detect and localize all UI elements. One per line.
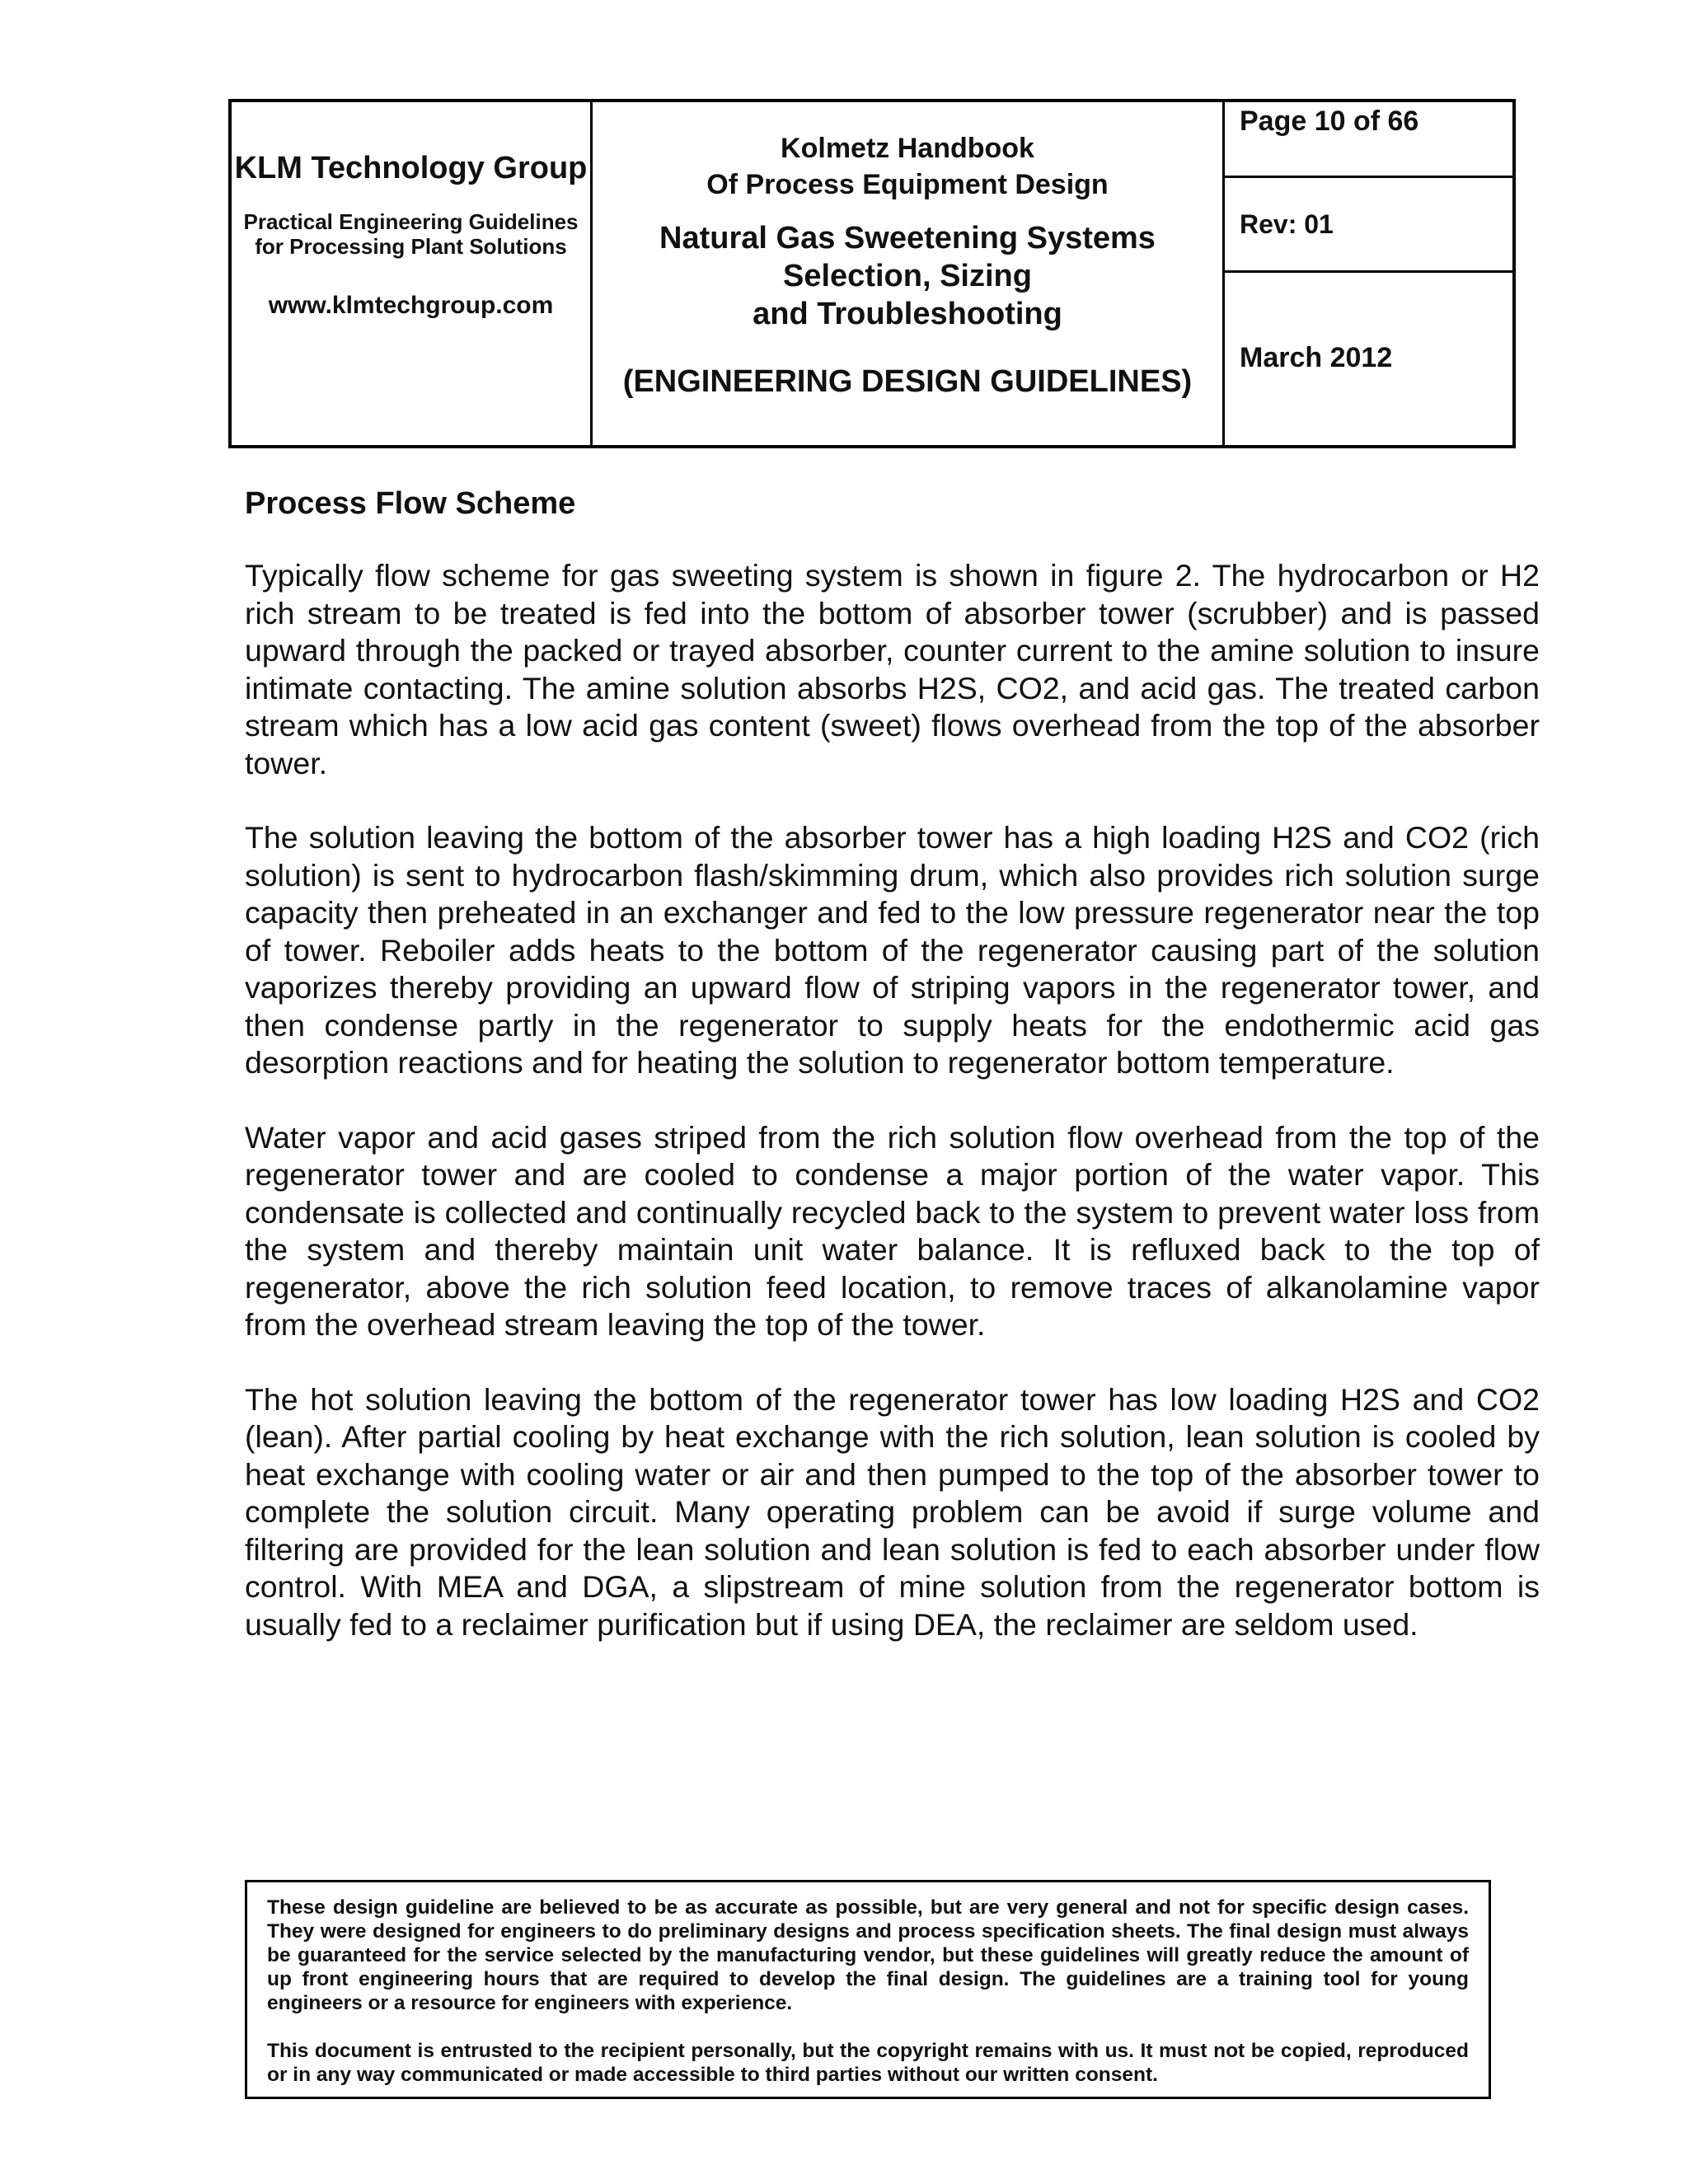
header-org-cell — [232, 102, 593, 445]
header-meta-cell — [1225, 102, 1512, 445]
paragraph-4: The hot solution leaving the bottom of the regenerator tower has low loading H2S and CO2 (lean). After partial cooling by heat exchange with the rich solution, lean solution is cooled by heat exchange with cooling water or air and then pumped to the top of the absorber tower to complete the solution circuit. Many operating problem can be avoid if surge volume and filtering are provided for the lean solution and lean solution is fed to each absorber under flow control. With MEA and DGA, a slipstream of mine solution from the regenerator bottom is usually fed to a reclaimer purification but if using DEA, the reclaimer are seldom used. — [245, 1381, 1540, 1642]
page-number: Page 10 of 66 — [1225, 102, 1512, 178]
paragraph-2: The solution leaving the bottom of the absorber tower has a high loading H2S and CO2 (rich solution) is sent to hydrocarbon flash/skimming drum, which also provides rich solution surge capacity then preheated in an exchanger and fed to the low pressure regenerator near the top of tower. Reboiler adds heats to the bottom of the regenerator causing part of the solution vaporizes thereby providing an upward flow of striping vapors in the regenerator tower, and then condense partly in the regenerator to supply heats for the endothermic acid gas desorption reactions and for heating the solution to regenerator bottom temperature. — [245, 820, 1540, 1080]
document-title-line3: and Troubleshooting — [753, 297, 1062, 331]
org-name: KLM Technology Group — [234, 151, 588, 185]
revision: Rev: 01 — [1225, 178, 1512, 273]
handbook-title-line1: Kolmetz Handbook — [781, 133, 1034, 164]
issue-date: March 2012 — [1240, 342, 1393, 373]
footer-disclaimer-box — [245, 1880, 1491, 2099]
handbook-title — [593, 130, 1222, 203]
paragraph-3: Water vapor and acid gases striped from the rich solution flow overhead from the top of the regenerator tower and are cooled to condense a major portion of the water vapor. This condensate is collected and continually recycled back to the system to prevent water loss from the system and thereby maintain unit water balance. It is refluxed back to the top of regenerator, above the rich solution feed location, to remove traces of alkanolamine vapor from the overhead stream leaving the top of the tower. — [245, 1119, 1540, 1342]
document-classification: (ENGINEERING DESIGN GUIDELINES) — [622, 364, 1193, 399]
org-website: www.klmtechgroup.com — [268, 292, 554, 319]
handbook-title-line2: Of Process Equipment Design — [706, 169, 1109, 200]
paragraph-1: Typically flow scheme for gas sweeting system is shown in figure 2. The hydrocarbon or H2 rich stream to be treated is fed into the bottom of absorber tower (scrubber) and is passed upward through the packed or trayed absorber, counter current to the amine solution to insure intimate contacting. The amine solution absorbs H2S, CO2, and acid gas. The treated carbon stream which has a low acid gas content (sweet) flows overhead from the top of the absorber tower. — [245, 558, 1540, 780]
disclaimer-text: These design guideline are believed to be as accurate as possible, but are very general and not for specific design cases. They were designed for engineers to do preliminary designs and process specification sheets. The final design must always be guaranteed for the service selected by the manufacturing vendor, but these guidelines will greatly reduce the amount of up front engineering hours that are required to develop the final design. The guidelines are a training tool for young engineers or a resource for engineers with experience. — [267, 1896, 1469, 2014]
document-title-line2: Selection, Sizing — [783, 259, 1032, 293]
section-heading: Process Flow Scheme — [245, 486, 576, 521]
main-content — [245, 483, 1540, 1680]
header-title-cell — [593, 102, 1225, 445]
org-tagline: Practical Engineering Guidelines for Processing Plant Solutions — [243, 209, 579, 259]
copyright-text: This document is entrusted to the recipient personally, but the copyright remains with us. It must not be copied, reproduced or in any way communicated or made accessible to third parties without our written consent. — [267, 2040, 1469, 2086]
document-title-line1: Natural Gas Sweetening Systems — [659, 221, 1156, 255]
document-title — [593, 219, 1222, 333]
document-header — [228, 99, 1516, 448]
